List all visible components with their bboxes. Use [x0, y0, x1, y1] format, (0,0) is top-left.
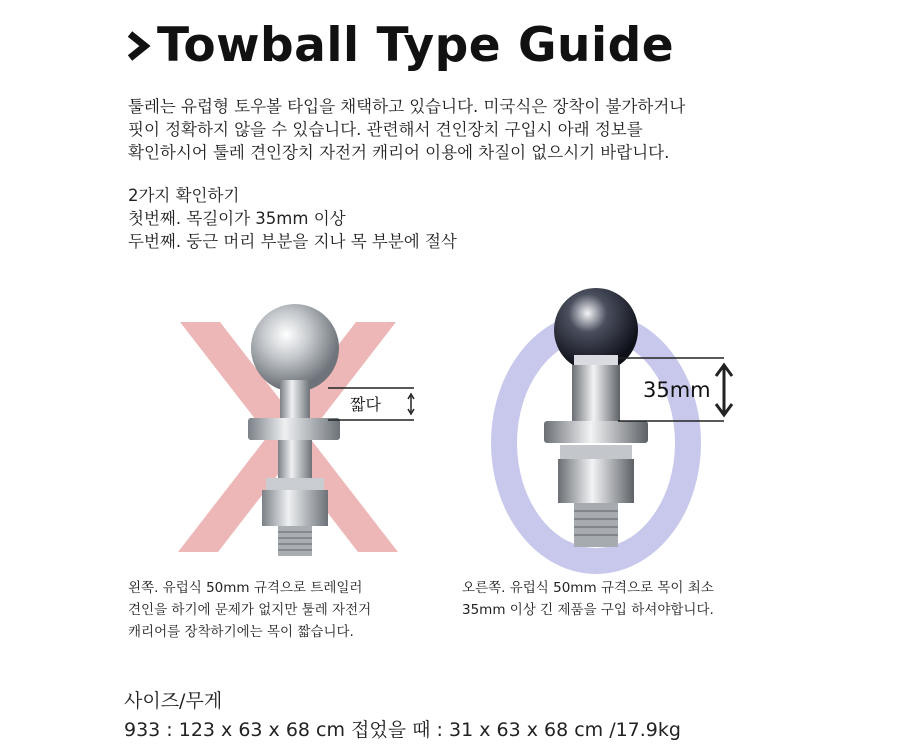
title-text: Towball Type Guide	[157, 18, 675, 73]
caption-line: 왼쪽. 유럽식 50mm 규격으로 트레일러	[128, 580, 363, 596]
intro-line: 핏이 정확하지 않을 수 있습니다. 관련해서 견인장치 구입시 아래 정보를	[128, 120, 643, 139]
left-caption	[128, 577, 371, 643]
size-line: 933 : 123 x 63 x 68 cm 접었을 때 : 31 x 63 x 68 cm /17.9kg	[124, 719, 681, 741]
intro-text	[128, 95, 788, 164]
chevron-right-icon	[125, 29, 151, 63]
towball-image	[248, 304, 340, 556]
short-neck-towball-figure	[170, 300, 430, 570]
towball-image	[544, 288, 648, 547]
caption-line: 캐리어를 장착하기에는 목이 짧습니다.	[128, 624, 354, 640]
check-list	[128, 184, 457, 253]
short-label: 짧다	[350, 395, 381, 414]
caption-line: 견인을 하기에 문제가 없지만 툴레 자전거	[128, 602, 372, 618]
right-caption	[462, 577, 714, 621]
intro-line: 확인하시어 툴레 견인장치 자전거 캐리어 이용에 차질이 없으시기 바랍니다.	[128, 143, 670, 162]
length-label: 35mm	[643, 378, 711, 402]
check-heading: 2가지 확인하기	[128, 186, 240, 205]
caption-line: 35mm 이상 긴 제품을 구입 하셔야합니다.	[462, 602, 714, 618]
page-title	[125, 18, 674, 73]
check-item-first: 첫번째. 목길이가 35mm 이상	[128, 209, 346, 228]
check-item-second: 두번째. 둥근 머리 부분을 지나 목 부분에 절삭	[128, 232, 457, 251]
intro-line: 툴레는 유럽형 토우볼 타입을 채택하고 있습니다. 미국식은 장착이 불가하거나	[128, 97, 686, 116]
size-weight-heading: 사이즈/무게	[124, 690, 223, 712]
long-neck-towball-figure	[480, 285, 740, 575]
caption-line: 오른쪽. 유럽식 50mm 규격으로 목이 최소	[462, 580, 714, 596]
